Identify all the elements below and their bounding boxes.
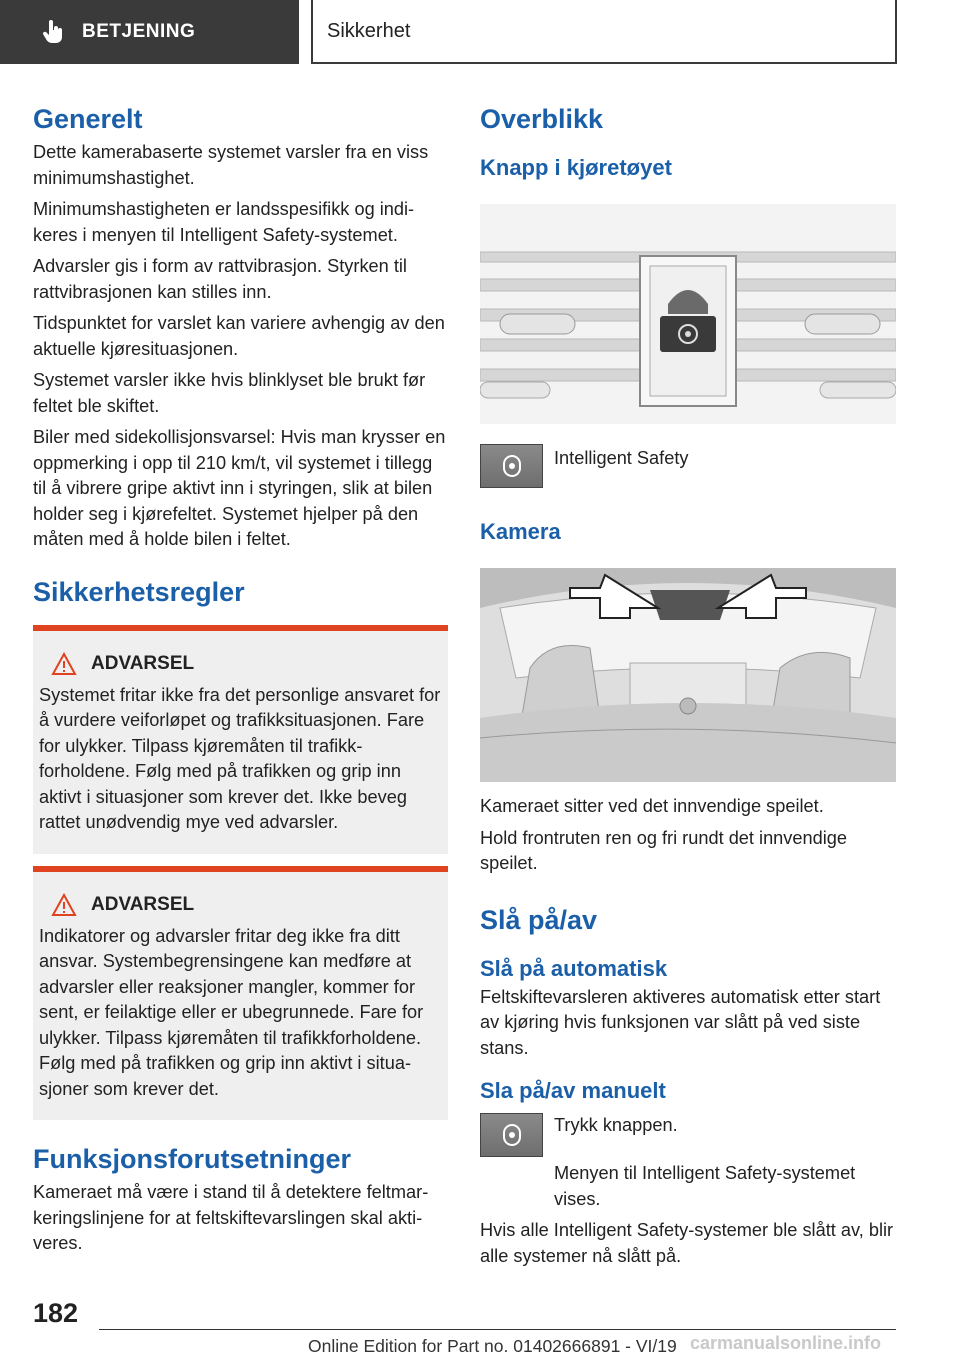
heading-sikkerhetsregler: Sikkerhetsregler <box>33 576 245 607</box>
heading-sla-pa-av: Slå på/av <box>480 904 598 935</box>
heading-kamera: Kamera <box>480 519 561 544</box>
intelligent-safety-button-icon[interactable] <box>480 444 543 488</box>
intelligent-safety-icon <box>502 454 522 478</box>
hand-pointer-icon <box>40 19 66 45</box>
car-interior-illustration <box>480 568 896 782</box>
edition-text: Online Edition for Part no. 01402666891 - VI/19 <box>308 1336 677 1356</box>
intelligent-safety-button-icon[interactable] <box>480 1113 543 1157</box>
paragraph: Advarsler gis i form av rattvibrasjon. Styrken til rattvibrasjonen kan stilles inn. <box>33 256 407 302</box>
press-button-row <box>480 1113 896 1157</box>
paragraph: Biler med sidekollisjonsvarsel: Hvis man krysser en oppmerking i opp til 210 km/t, vil systemet i tillegg til å vibrere gripe aktivt inn i styringen, slik at bilen holder seg i kjørefeltet. Systemet hjelper på den måten med å holde bilen i feltet. <box>33 427 446 549</box>
warning-text: Indikatorer og advarsler fritar deg ikke fra ditt ansvar. Systembegrensingene kan medføre at advarsler eller reaksjoner mangler, kommer for sent, er feilaktige eller er ubegrunnede. Fare for ulykker. Tilpass kjøremåten til trafikkforholdene. Følg med på trafikken og grip inn aktivt i situasjoner som krever det. <box>39 925 424 1099</box>
warning-title: ADVARSEL <box>91 893 195 915</box>
intelligent-safety-icon <box>502 1123 522 1147</box>
warning-box-2 <box>33 866 448 1121</box>
right-column <box>480 100 896 1269</box>
warning-title: ADVARSEL <box>91 652 195 674</box>
section-label: Sikkerhet <box>327 19 411 42</box>
paragraph: Feltskiftevarsleren aktiveres automatisk etter start av kjøring hvis funksjonen var slått på ved siste stans. <box>480 986 881 1058</box>
warning-box-1 <box>33 625 448 854</box>
warning-triangle-icon <box>51 652 77 676</box>
heading-sla-pa-automatisk: Slå på automatisk <box>480 955 668 981</box>
paragraph: Hold frontruten ren og fri rundt det innvendige speilet. <box>480 827 848 873</box>
heading-overblikk: Overblikk <box>480 104 604 134</box>
chapter-label: BETJENING <box>82 21 196 42</box>
paragraph: Dette kamerabaserte systemet varsler fra en viss minimumshastighet. <box>33 142 429 188</box>
left-column <box>33 100 448 1257</box>
icon-legend-row <box>480 444 896 488</box>
paragraph: Minimumshastigheten er landsspesifikk og indikeres i menyen til Intelligent Safety-systemet. <box>33 199 415 245</box>
heading-sla-manuelt: Sla på/av manuelt <box>480 1078 666 1103</box>
watermark: carmanualsonline.info <box>690 1333 882 1353</box>
warning-triangle-icon <box>51 893 77 917</box>
heading-funksjonsforutsetninger: Funksjonsforutsetninger <box>33 1144 352 1174</box>
paragraph: Kameraet sitter ved det innvendige speilet. <box>480 796 824 816</box>
footer-divider <box>99 1329 896 1330</box>
icon-label: Intelligent Safety <box>554 448 689 468</box>
paragraph: Trykk knappen. <box>554 1115 678 1135</box>
camera-interior-image <box>480 568 896 782</box>
paragraph: Systemet varsler ikke hvis blinklyset ble brukt før feltet ble skiftet. <box>33 370 426 416</box>
heading-knapp: Knapp i kjøretøyet <box>480 155 672 180</box>
paragraph: Menyen til Intelligent Safety-systemet vises. <box>554 1163 856 1209</box>
paragraph: Kameraet må være i stand til å detektere feltmarkeringslinjene for at feltskiftevarslingen skal aktiveres. <box>33 1182 429 1253</box>
heading-generelt: Generelt <box>33 104 143 134</box>
button-panel-image <box>480 204 896 424</box>
paragraph: Tidspunktet for varslet kan variere avhengig av den aktuelle kjøresituasjonen. <box>33 313 445 359</box>
air-vent-illustration <box>480 204 896 424</box>
warning-text: Systemet fritar ikke fra det personlige ansvaret for å vurdere veiforløpet og trafikksituasjonen. Fare for ulykker. Tilpass kjøremåten til trafikkforholdene. Følg med på trafikken og grip inn aktivt i situasjoner som krever det. Ikke beveg rattet unødvendig mye ved advarsler. <box>39 684 441 832</box>
paragraph: Hvis alle Intelligent Safety-systemer ble slått av, blir alle systemer nå slått på. <box>480 1220 894 1266</box>
page-number: 182 <box>33 1298 79 1328</box>
chapter-tab[interactable] <box>0 0 299 64</box>
section-header <box>311 0 897 64</box>
